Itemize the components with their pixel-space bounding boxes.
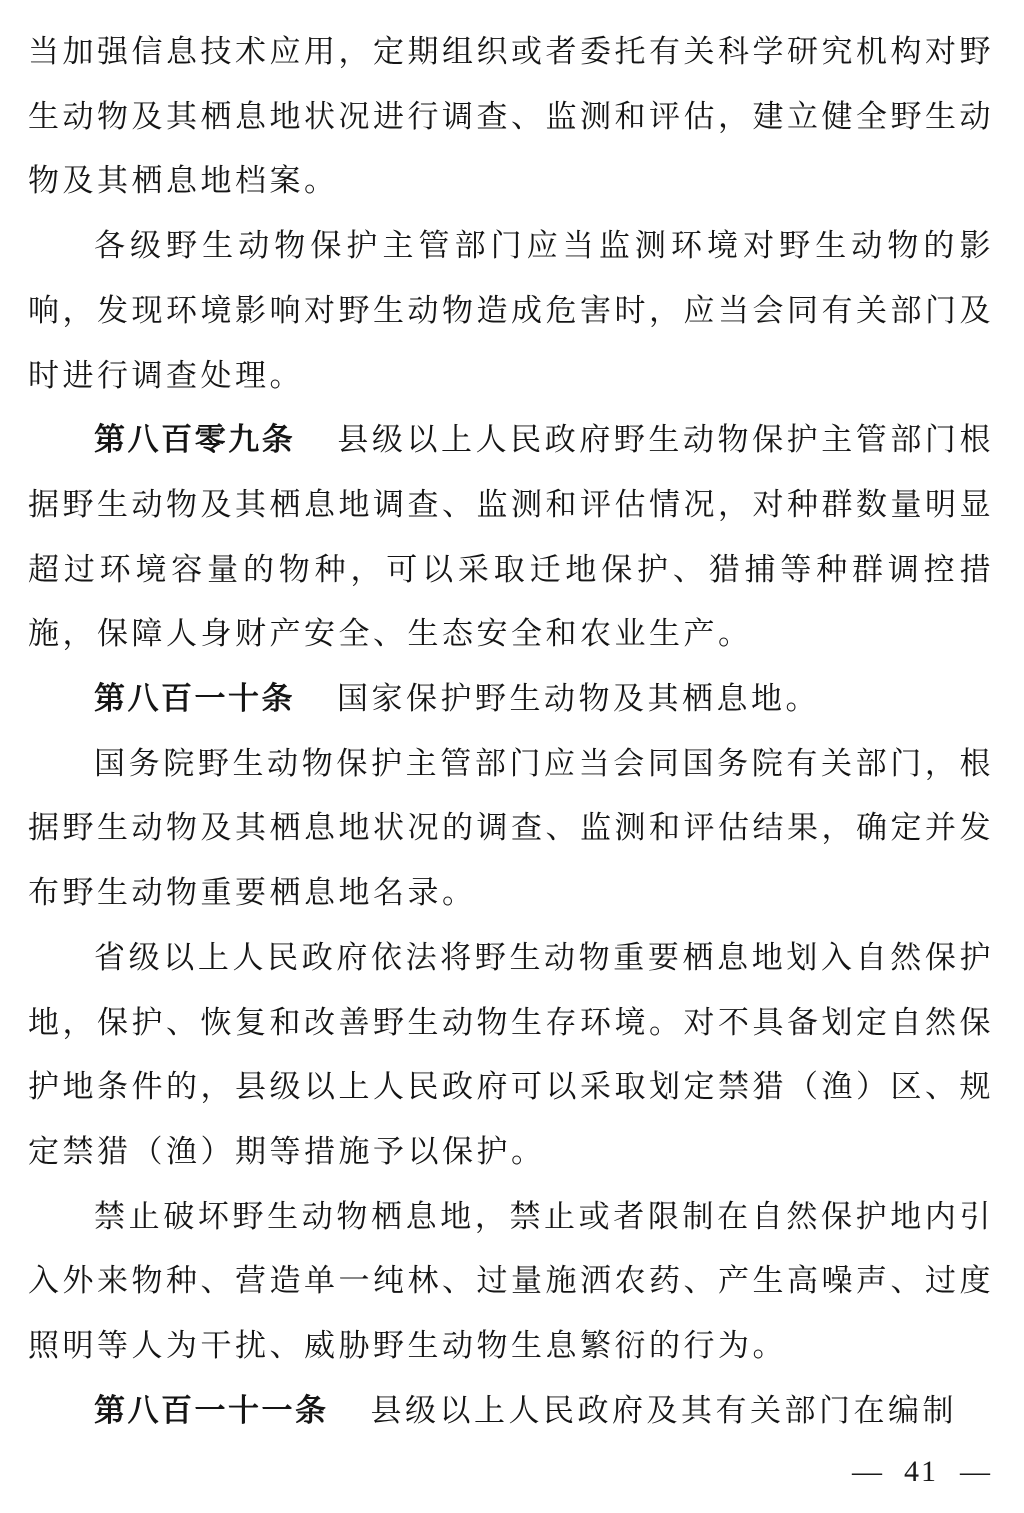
paragraph: 禁止破坏野生动物栖息地，禁止或者限制在自然保护地内引入外来物种、营造单一纯林、过量施洒农药、产生高噪声、过度照明等人为干扰、威胁野生动物生息繁衍的行为。 [28, 1198, 994, 1364]
page-number: 41 [904, 1455, 938, 1488]
article-number: 第八百一十条 [94, 681, 295, 717]
paragraph-article-810 [28, 667, 994, 732]
paragraph: 国务院野生动物保护主管部门应当会同国务院有关部门，根据野生动物及其栖息地状况的调查、监测和评估结果，确定并发布野生动物重要栖息地名录。 [28, 745, 994, 911]
article-text: 县级以上人民政府及其有关部门在编制 [370, 1392, 957, 1428]
article-text: 县级以上人民政府野生动物保护主管部门根据野生动物及其栖息地调查、监测和评估情况，对种群数量明显超过环境容量的物种，可以采取迁地保护、猎捕等种群调控措施，保障人身财产安全、生态安全和农业生产。 [28, 422, 994, 652]
article-text: 国家保护野生动物及其栖息地。 [337, 681, 820, 717]
footer-right-dash: — [960, 1455, 990, 1488]
paragraph-continuation: 当加强信息技术应用，定期组织或者委托有关科学研究机构对野生动物及其栖息地状况进行调查、监测和评估，建立健全野生动物及其栖息地档案。 [28, 34, 994, 199]
page-number-footer [852, 1452, 990, 1492]
paragraph: 省级以上人民政府依法将野生动物重要栖息地划入自然保护地，保护、恢复和改善野生动物生存环境。对不具备划定自然保护地条件的，县级以上人民政府可以采取划定禁猎（渔）区、规定禁猎（渔）期等措施予以保护。 [28, 939, 994, 1169]
footer-left-dash: — [852, 1455, 882, 1488]
paragraph: 各级野生动物保护主管部门应当监测环境对野生动物的影响，发现环境影响对野生动物造成危害时，应当会同有关部门及时进行调查处理。 [28, 228, 994, 393]
paragraph-article-809 [28, 408, 994, 667]
article-number: 第八百零九条 [94, 422, 296, 458]
article-number: 第八百一十一条 [94, 1392, 329, 1428]
paragraph-article-811 [28, 1379, 994, 1444]
